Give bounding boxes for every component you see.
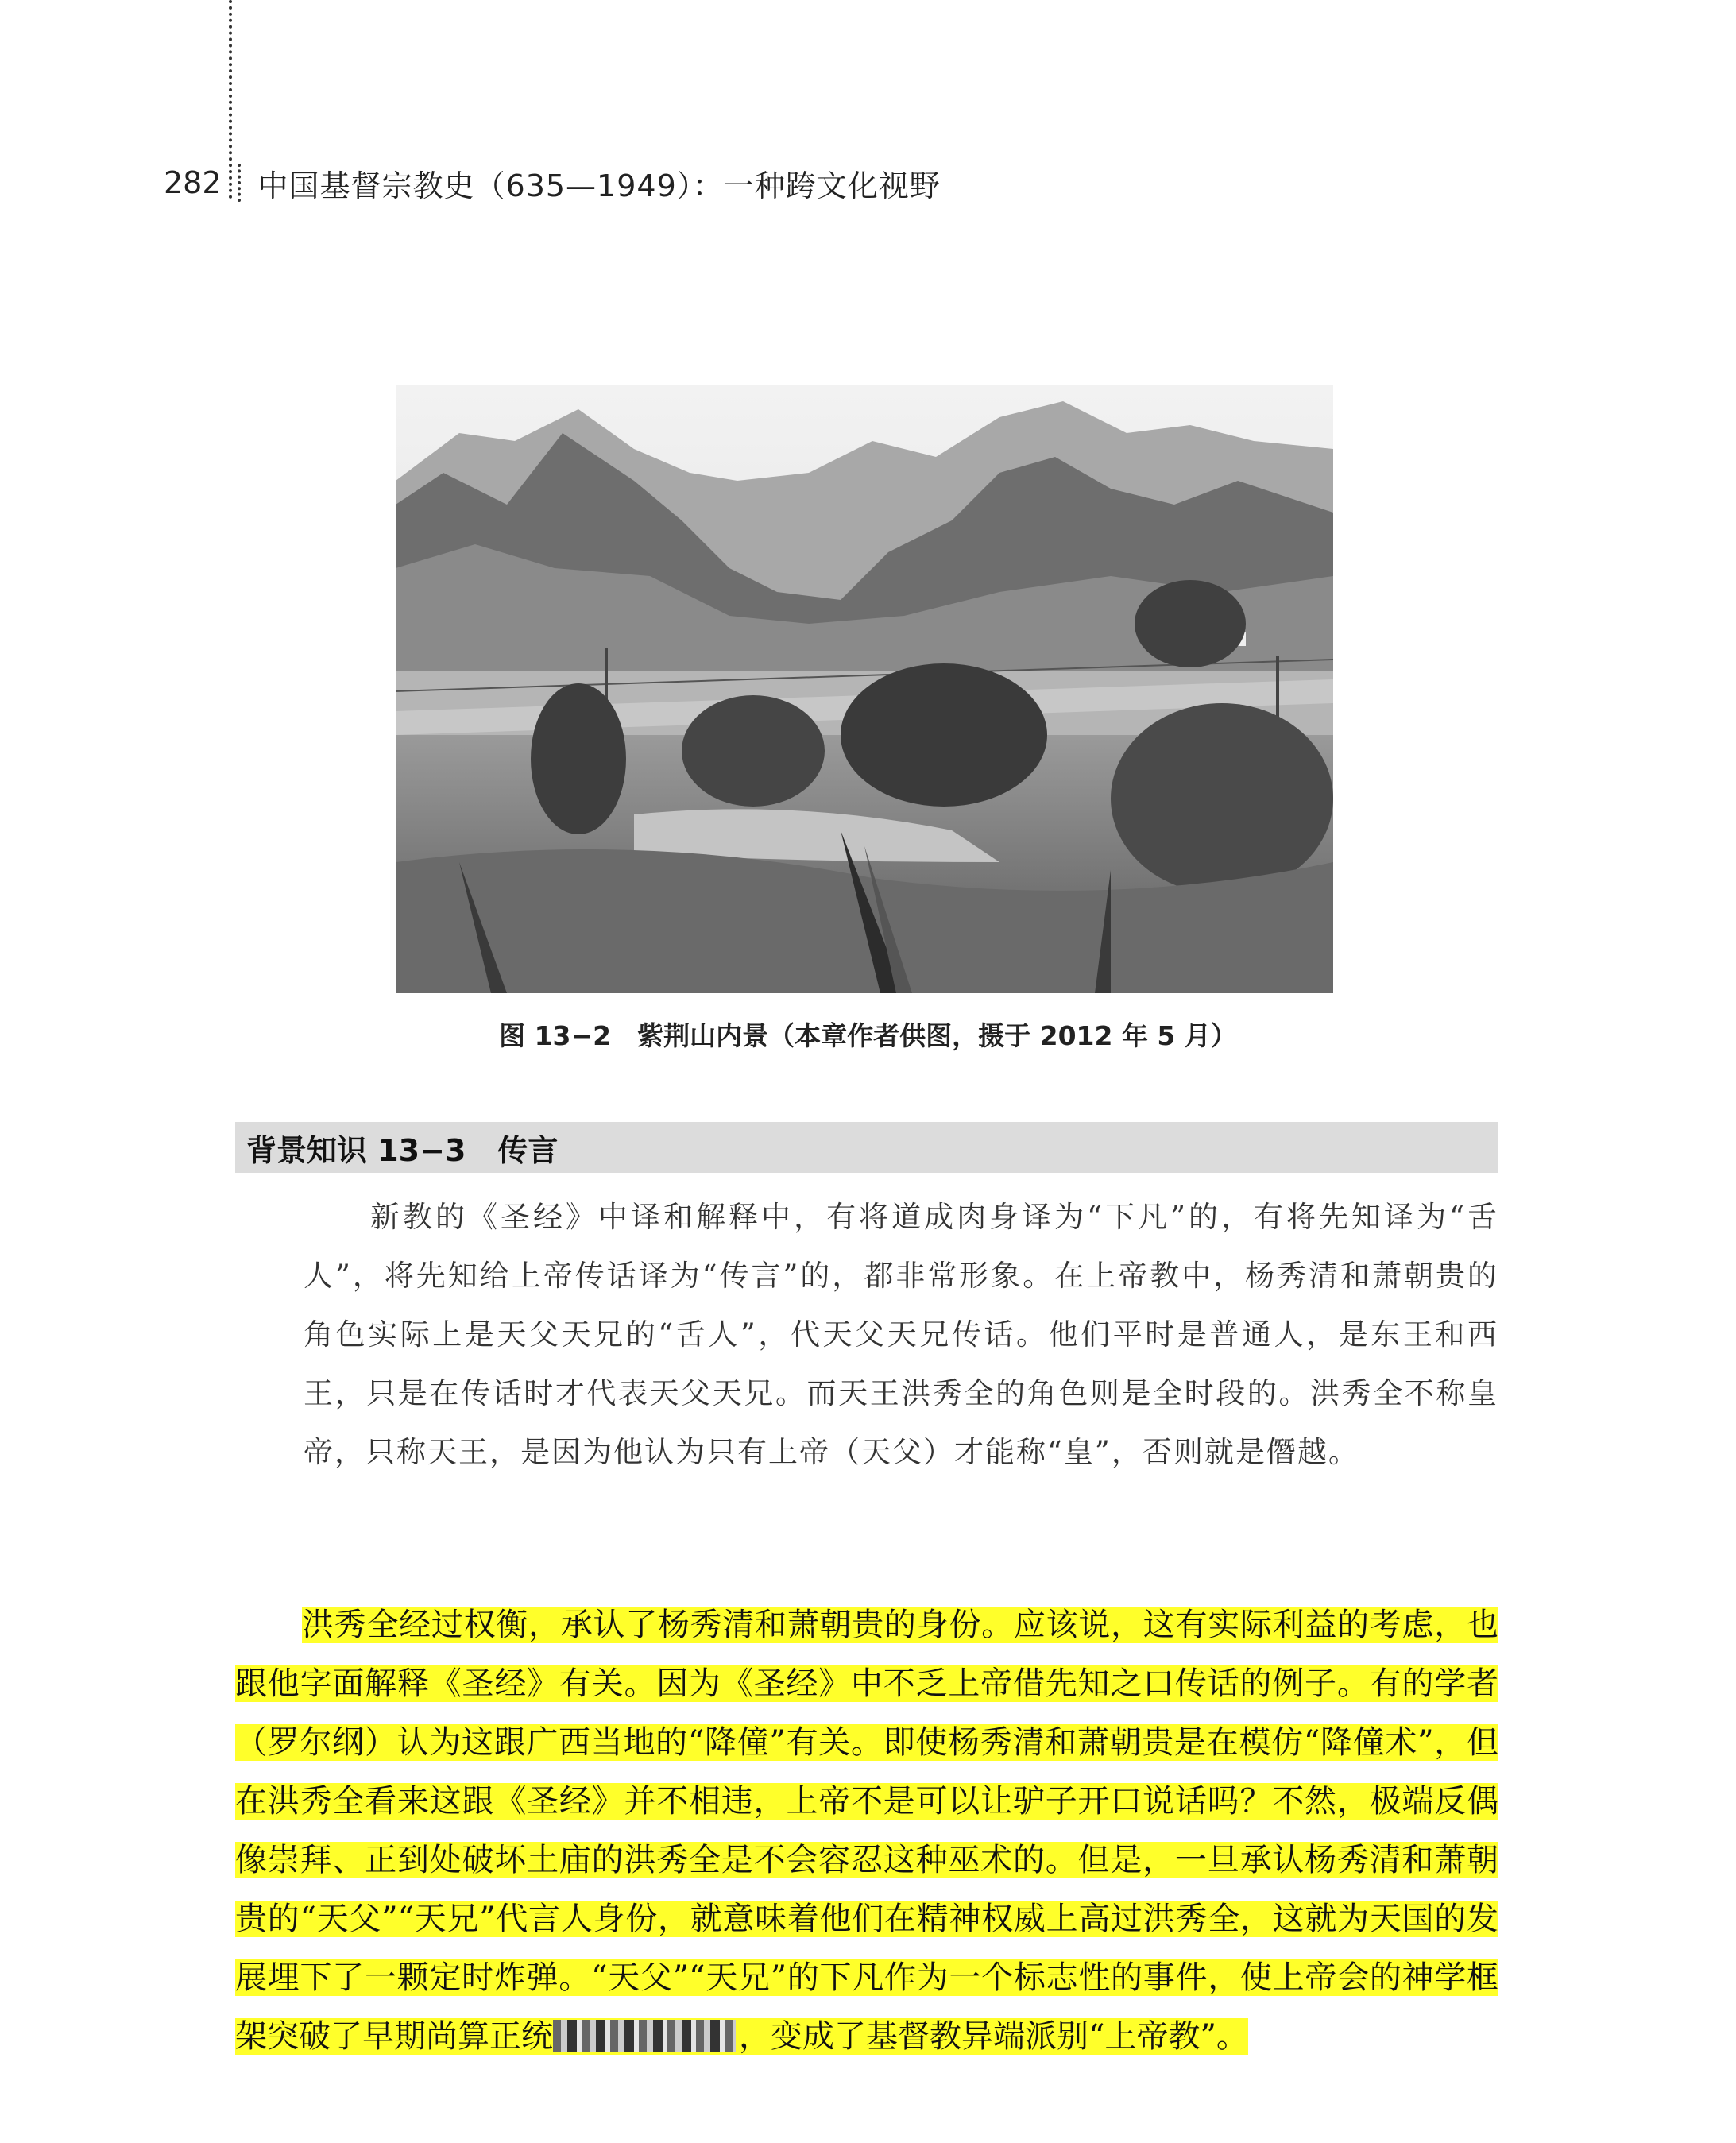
highlighted-text bbox=[235, 1607, 1498, 2055]
running-header bbox=[164, 159, 941, 207]
landscape-photo bbox=[396, 385, 1333, 993]
sidebar-paragraph: 新教的《圣经》中译和解释中，有将道成肉身译为“下凡”的，有将先知译为“舌人”，将先知给上帝传话译为“传言”的，都非常形象。在上帝教中，杨秀清和萧朝贵的角色实际上是天父天兄的“舌人”，代天父天兄传话。他们平时是普通人，是东王和西王，只是在传话时才代表天父天兄。而天王洪秀全的角色则是全时段的。洪秀全不称皇帝，只称天王，是因为他认为只有上帝（天父）才能称“皇”，否则就是僭越。 bbox=[304, 1200, 1498, 1469]
body-paragraph-text: 洪秀全经过权衡，承认了杨秀清和萧朝贵的身份。应该说，这有实际利益的考虑，也跟他字面解释《圣经》有关。因为《圣经》中不乏上帝借先知之口传话的例子。有的学者（罗尔纲）认为这跟广西当地的“降僮”有关。即使杨秀清和萧朝贵是在模仿“降僮术”，但在洪秀全看来这跟《圣经》并不相违，上帝不是可以让驴子开口说话吗？不然，极端反偶像崇拜、正到处破坏土庙的洪秀全是不会容忍这种巫术的。但是，一旦承认杨秀清和萧朝贵的“天父”“天兄”代言人身份，就意味着他们在精神权威上高过洪秀全，这就为天国的发展埋下了一颗定时炸弹。“天父”“天兄”的下凡作为一个标志性的事件，使上帝会的神学框架突破了早期尚算正统 bbox=[235, 1607, 1498, 2055]
main-body bbox=[235, 1596, 1498, 2066]
sidebar-heading bbox=[235, 1122, 1498, 1173]
running-title: 中国基督宗教史（635—1949）：一种跨文化视野 bbox=[257, 168, 941, 203]
obscured-text-image bbox=[553, 2020, 736, 2052]
sidebar-heading-title: 传言 bbox=[497, 1132, 559, 1168]
body-paragraph bbox=[235, 1596, 1498, 2066]
sidebar-heading-number: 背景知识 13−3 bbox=[246, 1132, 466, 1168]
body-paragraph-tail: ，变成了基督教异端派别“上帝教”。 bbox=[739, 2018, 1248, 2055]
figure-caption: 图 13−2 紫荆山内景（本章作者供图，摄于 2012 年 5 月） bbox=[499, 1020, 1237, 1051]
mountain-valley-image bbox=[396, 385, 1333, 993]
sidebar-body bbox=[304, 1188, 1498, 1482]
header-divider bbox=[238, 164, 241, 202]
page-number: 282 bbox=[164, 165, 222, 200]
